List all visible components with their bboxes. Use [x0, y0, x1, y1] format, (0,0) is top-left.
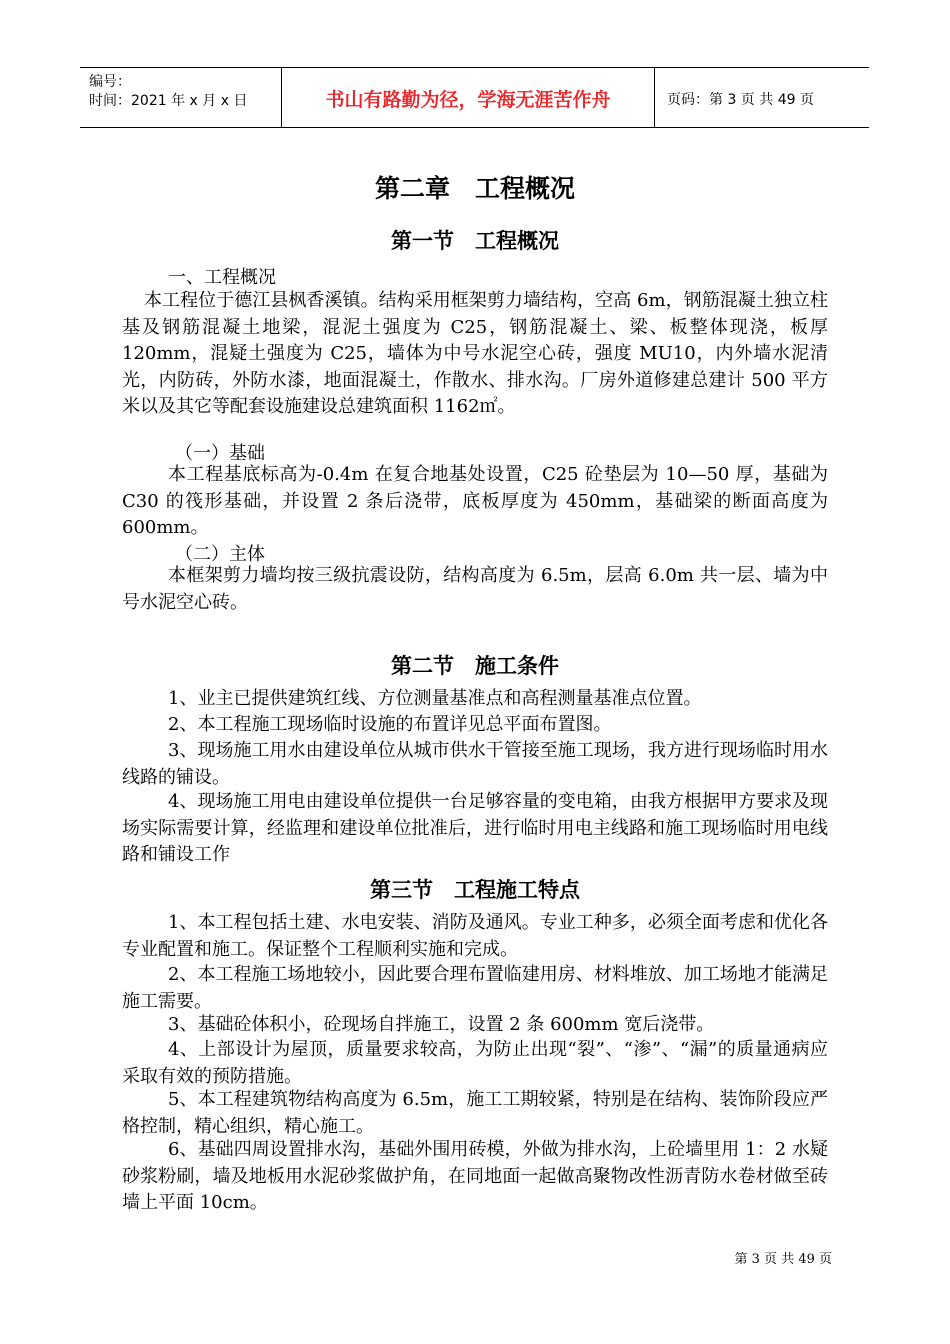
page-code: 页码：第 3 页 共 49 页 [667, 92, 814, 108]
s3-item-5: 5、本工程建筑物结构高度为 6.5m，施工工期较紧，特别是在结构、装饰阶段应严格控制，精心组织，精心施工。 [122, 1089, 828, 1137]
s1-subheading-2: （一）基础 [175, 443, 265, 464]
section-2-title: 第二节 施工条件 [391, 654, 559, 678]
s3-item-1: 1、本工程包括土建、水电安装、消防及通风。专业工种多，必须全面考虑和优化各专业配置和施工。保证整个工程顺利实施和完成。 [122, 912, 828, 960]
s1-subheading-3: （二）主体 [175, 544, 265, 565]
s2-item-1: 1、业主已提供建筑红线、方位测量基准点和高程测量基准点位置。 [168, 688, 702, 709]
s2-item-4: 4、现场施工用电由建设单位提供一台足够容量的变电箱，由我方根据甲方要求及现场实际需要计算，经监理和建设单位批准后，进行临时用电主线路和施工现场临时用电线路和铺设工作 [122, 791, 828, 865]
section-3-title: 第三节 工程施工特点 [370, 878, 580, 902]
chapter-title: 第二章 工程概况 [374, 174, 575, 203]
s2-item-2: 2、本工程施工现场临时设施的布置详见总平面布置图。 [168, 714, 612, 735]
s3-item-4: 4、上部设计为屋顶，质量要求较高，为防止出现“裂”、“渗”、“漏”的质量通病应采取有效的预防措施。 [122, 1039, 828, 1087]
section-1-title: 第一节 工程概况 [391, 229, 559, 253]
s1-paragraph-3: 本框架剪力墙均按三级抗震设防，结构高度为 6.5m，层高 6.0m 共一层、墙为中号水泥空心砖。 [122, 565, 828, 613]
footer-page-info: 第 3 页 共 49 页 [734, 1252, 832, 1267]
s3-item-6: 6、基础四周设置排水沟，基础外围用砖模，外做为排水沟，上砼墙里用 1：2 水疑砂浆粉刷，墙及地板用水泥砂浆做护角，在同地面一起做高聚物改性沥青防水卷材做至砖墙上平面 10cm。 [122, 1139, 828, 1213]
header-mid-cell [282, 68, 655, 127]
s3-item-2: 2、本工程施工场地较小，因此要合理布置临建用房、材料堆放、加工场地才能满足施工需要。 [122, 964, 828, 1012]
header-right-cell [655, 68, 869, 127]
s1-paragraph-2: 本工程基底标高为-0.4m 在复合地基处设置，C25 砼垫层为 10—50 厚，基础为 C30 的筏形基础，并设置 2 条后浇带，底板厚度为 450mm，基础梁的断面高度为 600mm。 [122, 464, 828, 538]
code-label: 编号： [89, 74, 131, 90]
s3-item-3: 3、基础砼体积小，砼现场自拌施工，设置 2 条 600mm 宽后浇带。 [168, 1014, 715, 1035]
header-left-cell [80, 68, 282, 127]
s1-subheading-1: 一、工程概况 [168, 267, 276, 288]
s2-item-3: 3、现场施工用水由建设单位从城市供水干管接至施工现场，我方进行现场临时用水线路的铺设。 [122, 740, 828, 788]
s1-paragraph-1: 本工程位于德江县枫香溪镇。结构采用框架剪力墙结构，空高 6m，钢筋混凝土独立柱基及钢筋混凝土地梁，混泥土强度为 C25，钢筋混凝土、梁、板整体现浇，板厚 120mm，混疑土强度为 C25，墙体为中号水泥空心砖，强度 MU10，内外墙水泥清光，内防砖，外防水漆，地面混凝土，作散水、排水沟。厂房外道修建总建计 500 平方米以及其它等配套设施建设总建筑面积 1162㎡。 [122, 290, 828, 417]
time-label: 时间：2021 年 x 月 x 日 [89, 93, 248, 109]
motto-text: 书山有路勤为径，学海无涯苦作舟 [325, 89, 611, 111]
header-table [80, 67, 869, 128]
